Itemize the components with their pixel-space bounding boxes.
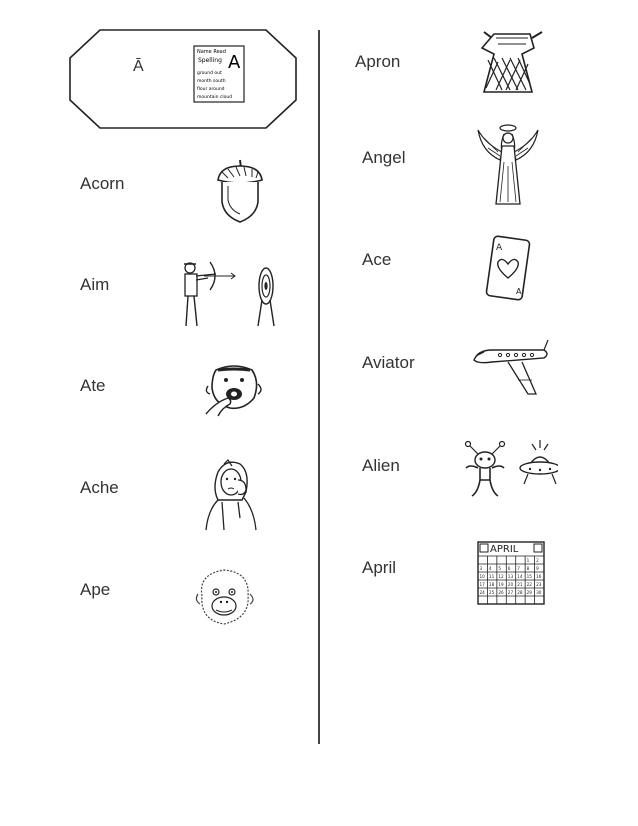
toothache-girl-icon xyxy=(202,458,260,532)
calendar-day: 26 xyxy=(498,590,504,595)
word-ace: Ace xyxy=(362,250,392,269)
airplane-icon xyxy=(472,338,550,398)
word-alien: Alien xyxy=(362,456,400,475)
calendar-day: 15 xyxy=(526,574,532,579)
calendar-day: 9 xyxy=(536,566,539,571)
eating-face-icon xyxy=(204,364,264,418)
archer-icon xyxy=(176,256,284,330)
calendar-day: 27 xyxy=(507,590,514,595)
calendar-day: 10 xyxy=(479,574,485,579)
calendar-day: 1 xyxy=(526,558,530,563)
title-octagon xyxy=(68,28,300,132)
svg-text:A: A xyxy=(496,243,503,253)
ace-card-icon xyxy=(484,234,532,302)
word-ape: Ape xyxy=(80,580,111,599)
angel-icon xyxy=(476,122,540,210)
ape-icon xyxy=(194,566,256,628)
card-line-5: flour around xyxy=(197,87,225,92)
calendar-day: 14 xyxy=(517,574,523,579)
calendar-day: 11 xyxy=(488,574,495,579)
calendar-day: 12 xyxy=(498,574,504,579)
card-line-1: Name Read xyxy=(197,49,226,55)
word-angel: Angel xyxy=(362,148,406,167)
calendar-day: 13 xyxy=(507,574,514,579)
card-line-6: mountain cloud xyxy=(197,95,233,100)
vowel-heading: Ā xyxy=(133,58,144,75)
word-aviator: Aviator xyxy=(362,353,415,372)
calendar-day: 30 xyxy=(536,590,542,595)
calendar-day: 23 xyxy=(536,582,542,587)
svg-text:A: A xyxy=(516,287,522,296)
calendar-day: 28 xyxy=(517,590,523,595)
calendar-day: 4 xyxy=(488,566,492,571)
acorn-icon xyxy=(214,158,266,224)
calendar-day: 21 xyxy=(517,582,523,587)
calendar-month: APRIL xyxy=(490,544,519,555)
calendar-day: 8 xyxy=(526,566,530,571)
calendar-day: 29 xyxy=(526,590,532,595)
card-line-3: ground out xyxy=(197,71,222,76)
card-line-2: Spelling xyxy=(198,57,222,64)
column-divider xyxy=(318,30,320,744)
card-big-letter: A xyxy=(228,52,241,73)
word-april: April xyxy=(362,558,397,577)
calendar-day: 5 xyxy=(498,566,502,571)
calendar-day: 22 xyxy=(526,582,532,587)
calendar-day: 19 xyxy=(498,582,504,587)
word-ache: Ache xyxy=(80,478,119,497)
calendar-icon xyxy=(474,538,548,608)
card-line-4: month south xyxy=(197,79,226,84)
calendar-day: 18 xyxy=(488,582,495,587)
calendar-day: 20 xyxy=(507,582,514,587)
word-ate: Ate xyxy=(80,376,106,395)
apron-icon xyxy=(476,30,548,94)
calendar-day: 16 xyxy=(536,574,542,579)
alien-ufo-icon xyxy=(462,436,558,500)
calendar-day: 17 xyxy=(479,582,485,587)
calendar-day: 2 xyxy=(536,558,539,563)
calendar-day: 6 xyxy=(507,566,511,571)
word-aim: Aim xyxy=(80,275,110,294)
calendar-day: 25 xyxy=(488,590,495,595)
word-acorn: Acorn xyxy=(80,174,125,193)
calendar-day: 24 xyxy=(479,590,485,595)
calendar-day: 7 xyxy=(517,566,520,571)
calendar-day: 3 xyxy=(479,566,483,571)
word-apron: Apron xyxy=(355,52,401,71)
spelling-card-icon xyxy=(192,44,248,106)
